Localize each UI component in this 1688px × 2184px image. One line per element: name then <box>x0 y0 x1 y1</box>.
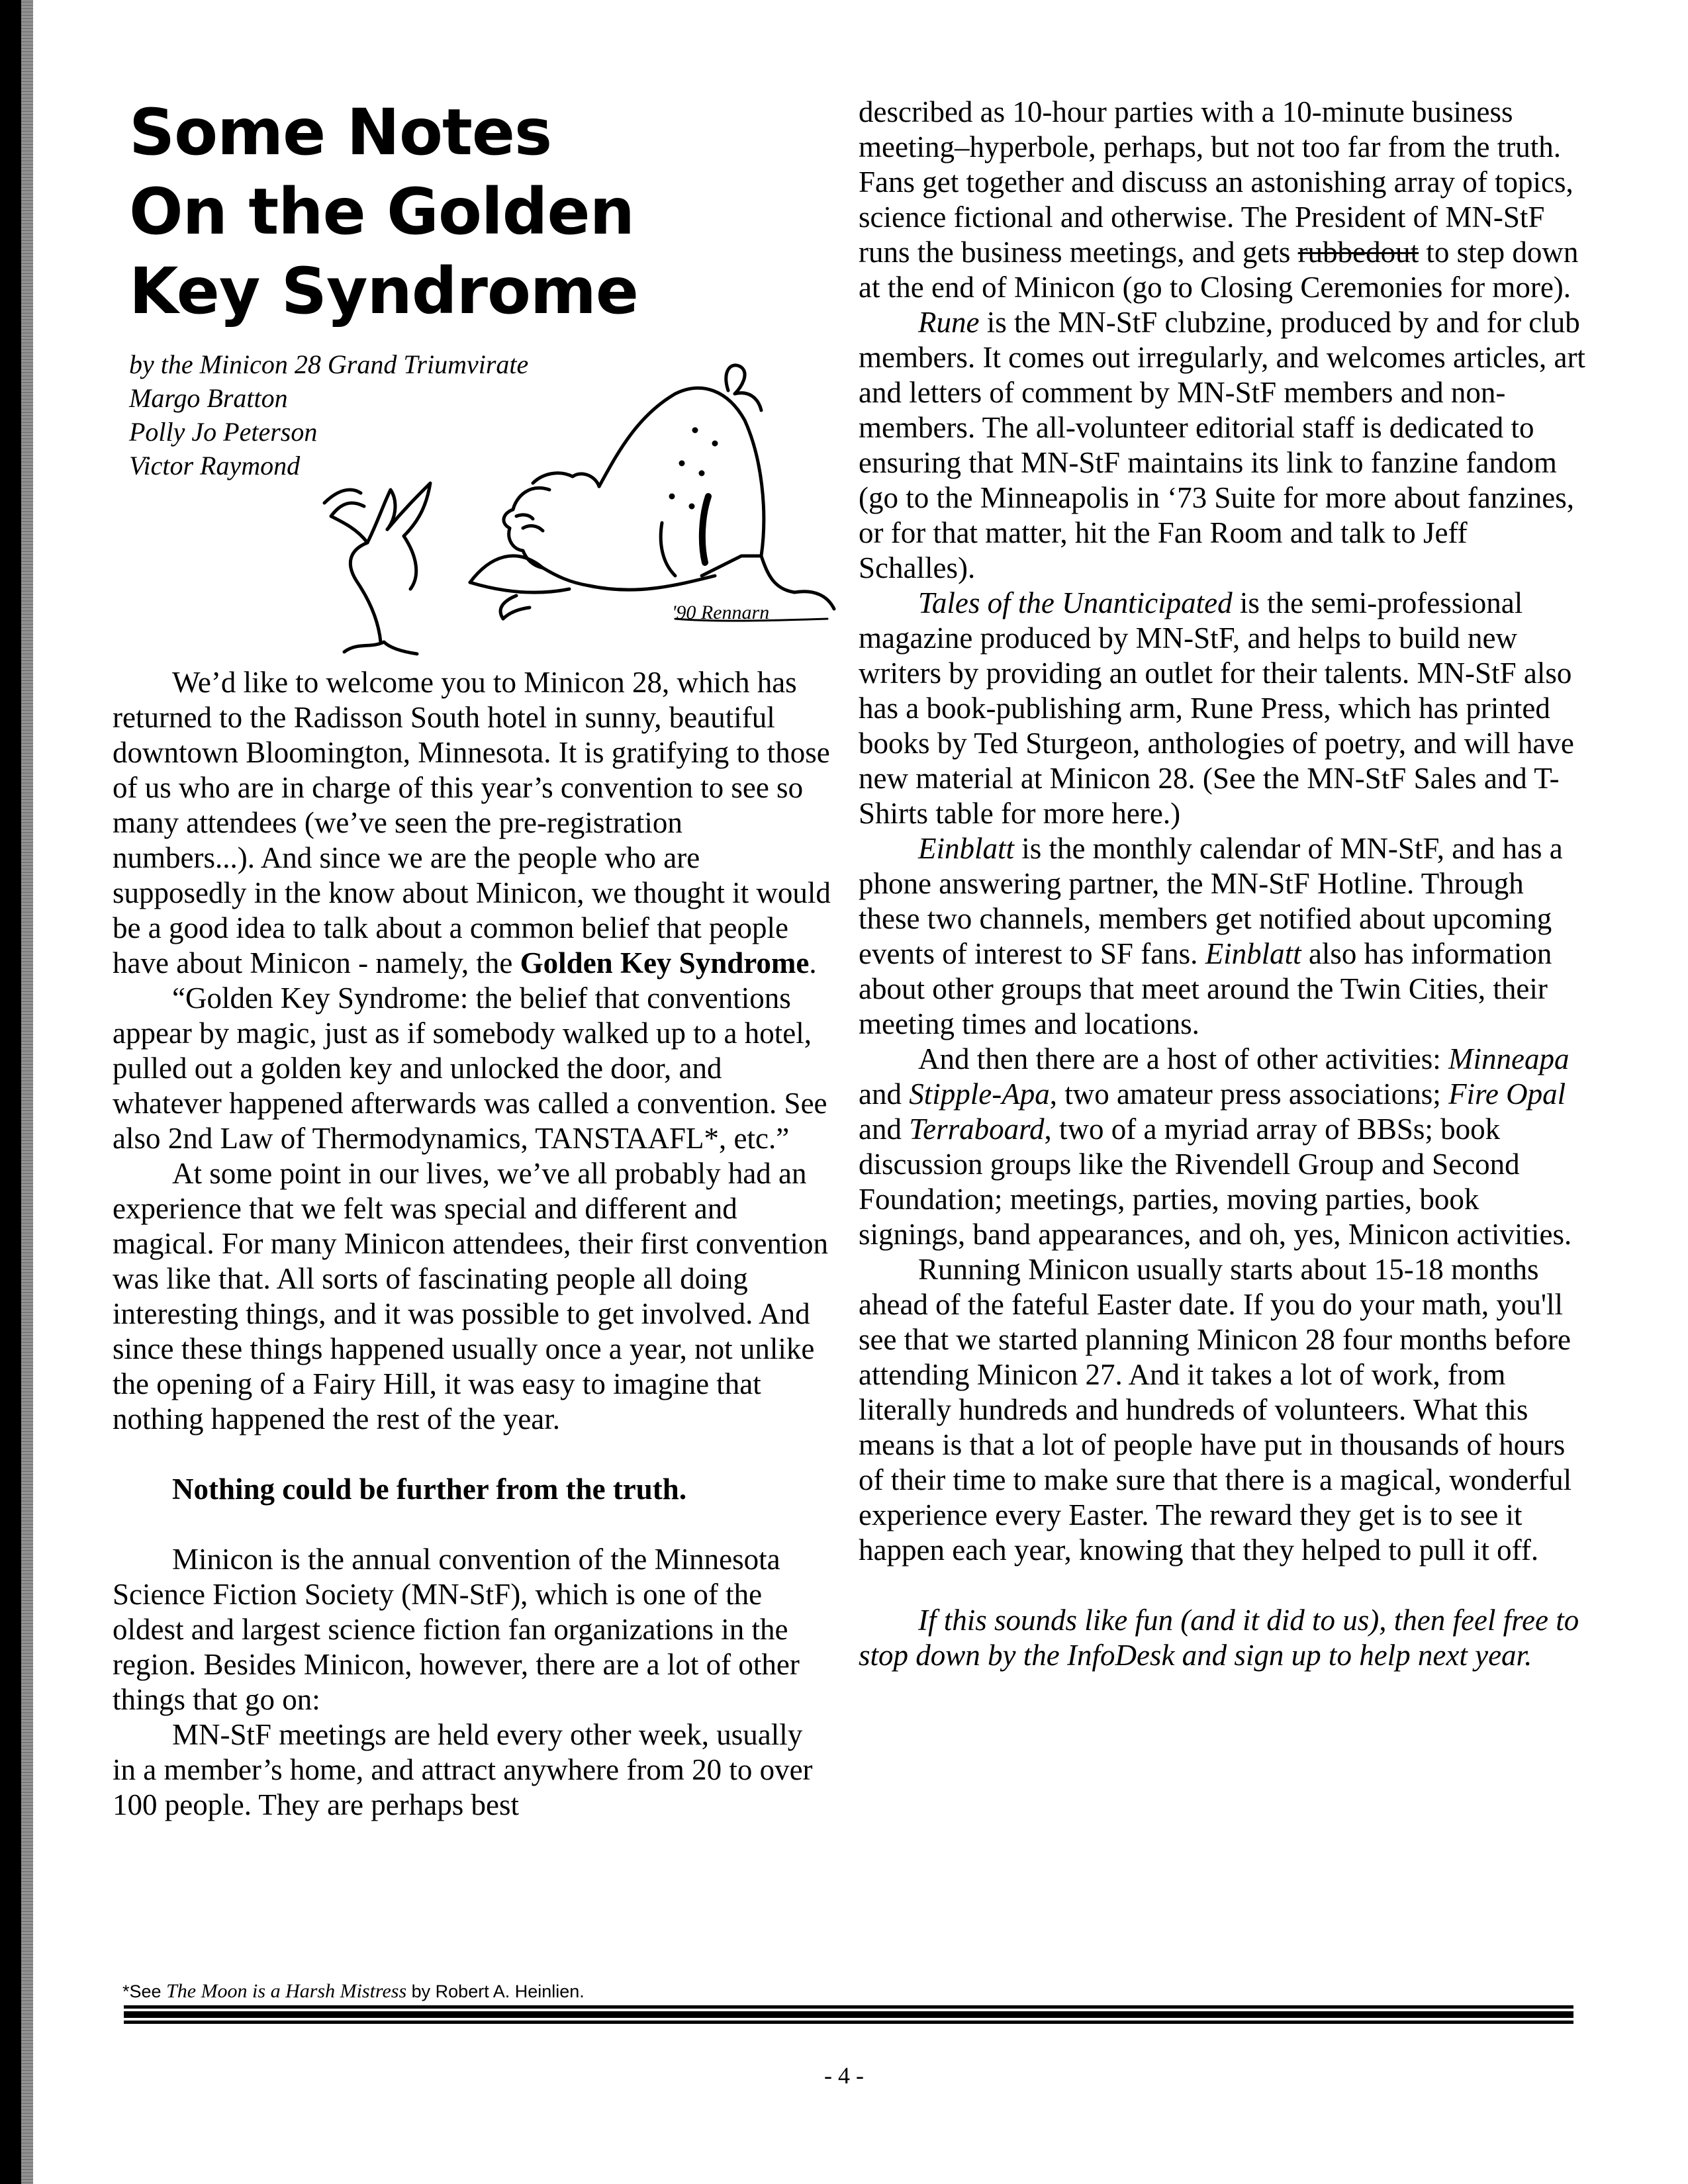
title-line: On the Golden <box>129 175 634 249</box>
scan-edge-grain <box>21 0 33 2184</box>
illustration-signature: '90 Rennarn <box>672 602 770 623</box>
rule-line <box>124 2005 1573 2009</box>
publication-title: Tales of the Unanticipated <box>918 586 1233 619</box>
rule-line <box>124 2021 1573 2024</box>
paragraph-mnstf-intro: Minicon is the annual convention of the Minnesota Science Fiction Society (MN-StF), which is one of the oldest and largest science fiction fan organizations in the region. Besides Minicon, however, there are a lot of other things that go on: <box>113 1543 800 1716</box>
rule-line <box>124 2011 1573 2018</box>
section-heading: Nothing could be further from the truth. <box>172 1473 687 1506</box>
footnote: *See The Moon is a Harsh Mistress by Robert A. Heinlien. <box>122 1980 585 2002</box>
paragraph-experience: At some point in our lives, we’ve all probably had an experience that we felt was special and different and magical. For many Minicon attendees, their first convention was like that. All sorts of fascinating people all doing interesting things, and it was possible to get involved. And since these things happened usually once a year, not unlike the opening of a Fairy Hill, it was easy to imagine that nothing happened the rest of the year. <box>113 1157 828 1435</box>
publication-title: Einblatt <box>1205 937 1301 970</box>
paragraph-running-minicon: Running Minicon usually starts about 15-18 months ahead of the fateful Easter date. If you do your math, you'll see that we started planning Minicon 28 four months before attending Minicon 27. And it takes a lot of work, from literally hundreds and hundreds of volunteers. What this means is that a lot of people have put in thousands of hours of their time to make sure that there is a magical, wonderful experience every Easter. The reward they get is to see it happen each year, knowing that they helped to pull it off. <box>859 1253 1572 1567</box>
byline-credit: by the Minicon 28 Grand Triumvirate <box>129 349 529 379</box>
paragraph-einblatt: Einblatt is the monthly calendar of MN-StF, and has a phone answering partner, the MN-StF Hotline. Through these two channels, members get notified about upcoming events of interest to SF fans. Einblatt also has information about other groups that meet around the Twin Cities, their meeting times and locations. <box>859 832 1563 1040</box>
paragraph-definition: “Golden Key Syndrome: the belief that conventions appear by magic, just as if somebody walked up to a hotel, pulled out a golden key and unlocked the door, and whatever happened afterwards was called a convention. See also 2nd Law of Thermodynamics, TANSTAAFL*, etc.” <box>113 981 827 1155</box>
title-line: Some Notes <box>129 95 552 169</box>
footer-rule <box>124 2005 1573 2024</box>
footnote-book-title: The Moon is a Harsh Mistress <box>166 1980 407 2002</box>
paragraph-welcome: We’d like to welcome you to Minicon 28, which has returned to the Radisson South hotel in sunny, beautiful downtown Bloomington, Minnesota. It is gratifying to those of us who are in charge of this year’s convention to see so many attendees (we’ve seen the pre-registration numbers...). And since we are the people who are supposedly in the know about Minicon, we thought it would be a good idea to talk about a common belief that people have about Minicon - namely, the Golden Key Syndrome. <box>113 666 831 979</box>
right-column <box>859 95 1587 1673</box>
paragraph-rune: Rune is the MN-StF clubzine, produced by and for club members. It comes out irregularly, and welcomes articles, art and letters of comment by MN-StF members and non-members. The all-volunteer editorial staff is dedicated to ensuring that MN-StF maintains its link to fanzine fandom (go to the Minneapolis in ‘73 Suite for more about fanzines, or for that matter, hit the Fan Room and talk to Jeff Schalles). <box>859 306 1585 584</box>
paragraph-activities: And then there are a host of other activities: Minneapa and Stipple-Apa, two amateur press associations; Fire Opal and Terraboard, two of a myriad array of BBSs; book discussion groups like the Rivendell Group and Second Foundation; meetings, parties, moving parties, book signings, band appearances, and oh, yes, Minicon activities. <box>859 1042 1572 1251</box>
byline-author: Victor Raymond <box>129 451 301 480</box>
scan-edge-shadow <box>0 0 21 2184</box>
golden-key-term: Golden Key Syndrome <box>520 946 810 979</box>
paragraph-meetings-cont: described as 10-hour parties with a 10-minute business meeting–hyperbole, perhaps, but not too far from the truth. Fans get together and discuss an astonishing array of topics, science fictional and otherwise. The President of MN-StF runs the business meetings, and gets rubbedout to step down at the end of Minicon (go to Closing Ceremonies for more). <box>859 95 1579 304</box>
publication-title: Einblatt <box>918 832 1014 865</box>
page-number: - 4 - <box>824 2062 864 2089</box>
title-line: Key Syndrome <box>129 254 639 328</box>
bowing-figure-illustration <box>305 357 847 668</box>
struck-word: rubbedout <box>1297 236 1419 269</box>
closing-invitation: If this sounds like fun (and it did to us), then feel free to stop down by the InfoDesk and sign up to help next year. <box>859 1604 1579 1672</box>
paragraph-tales: Tales of the Unanticipated is the semi-professional magazine produced by MN-StF, and helps to build new writers by providing an outlet for their talents. MN-StF also has a book-publishing arm, Rune Press, which has printed books by Ted Sturgeon, anthologies of poetry, and will have new material at Minicon 28. (See the MN-StF Sales and T-Shirts table for more here.) <box>859 586 1574 830</box>
left-column <box>113 665 831 1823</box>
paragraph-meetings: MN-StF meetings are held every other week, usually in a member’s home, and attract anywhere from 20 to over 100 people. They are perhaps best <box>113 1718 813 1821</box>
publication-title: Rune <box>918 306 980 339</box>
article-title <box>129 93 725 331</box>
byline-author: Polly Jo Peterson <box>129 417 318 447</box>
byline-author: Margo Bratton <box>129 383 288 413</box>
